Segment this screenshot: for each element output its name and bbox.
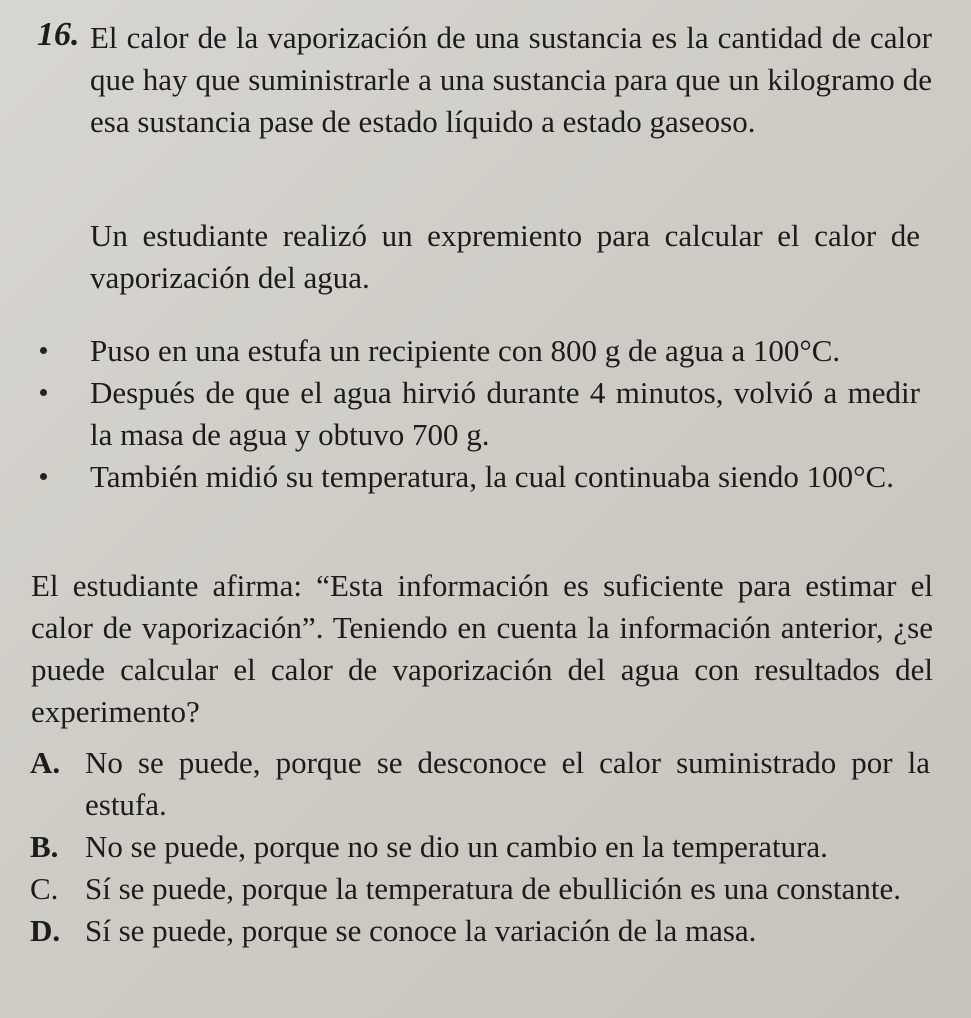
experiment-step-text: También midió su temperatura, la cual continuaba siendo 100°C. bbox=[90, 459, 894, 494]
bullet-icon bbox=[40, 473, 47, 480]
experiment-steps bbox=[40, 330, 920, 498]
experiment-step-text: Puso en una estufa un recipiente con 800 g de agua a 100°C. bbox=[90, 333, 841, 368]
bullet-icon bbox=[40, 347, 47, 354]
experiment-step bbox=[40, 456, 920, 498]
option-text: No se puede, porque se desconoce el calor suministrado por la estufa. bbox=[85, 745, 930, 822]
answer-option-d[interactable] bbox=[30, 910, 930, 952]
bullet-icon bbox=[40, 389, 47, 396]
experiment-step bbox=[40, 330, 920, 372]
answer-option-b[interactable] bbox=[30, 826, 930, 868]
option-text: No se puede, porque no se dio un cambio en la temperatura. bbox=[85, 829, 828, 864]
answer-option-a[interactable] bbox=[30, 742, 930, 826]
experiment-step bbox=[40, 372, 920, 456]
option-text: Sí se puede, porque la temperatura de ebullición es una constante. bbox=[85, 871, 902, 906]
option-letter: C. bbox=[30, 871, 59, 906]
option-letter: A. bbox=[30, 745, 61, 780]
question-prompt: El estudiante afirma: “Esta información es suficiente para estimar el calor de vaporización”. Teniendo en cuenta la información anterior, ¿se puede calcular el calor de vaporización del agua con resultados del experimento? bbox=[31, 568, 933, 729]
experiment-step-text: Después de que el agua hirvió durante 4 minutos, volvió a medir la masa de agua y obtuvo 700 g. bbox=[90, 375, 920, 452]
option-letter: D. bbox=[30, 913, 61, 948]
option-letter: B. bbox=[30, 829, 59, 864]
option-text: Sí se puede, porque se conoce la variación de la masa. bbox=[85, 913, 757, 948]
question-number: 16. bbox=[37, 16, 80, 53]
answer-options bbox=[30, 742, 930, 952]
answer-option-c[interactable] bbox=[30, 868, 930, 910]
question-context: Un estudiante realizó un expremiento para calcular el calor de vaporización del agua. bbox=[90, 218, 920, 295]
question-intro: El calor de la vaporización de una sustancia es la cantidad de calor que hay que suministrarle a una sustancia para que un kilogramo de esa sustancia pase de estado líquido a estado gaseoso. bbox=[90, 20, 932, 139]
